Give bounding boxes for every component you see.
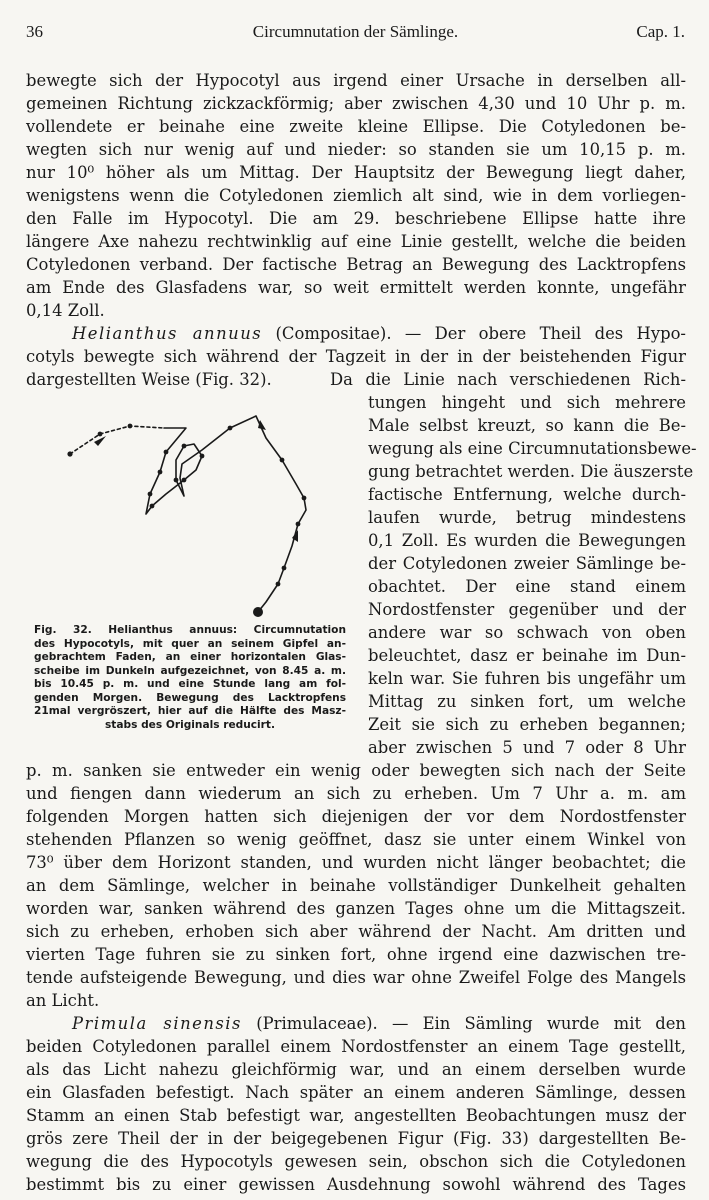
caption-line: bis 10.45 p. m. und eine Stunde lang am fol-: [34, 678, 346, 690]
text-line: worden war, sanken während des ganzen Tages ohne um die Mittagszeit.: [26, 899, 686, 918]
trace-dot: [200, 454, 205, 459]
circumnutation-figure: [34, 398, 359, 628]
caption-line: gebrachtem Faden, an einer horizontalen Glas-: [34, 651, 346, 663]
caption-line: genden Morgen. Bewegung des Lacktropfens: [34, 691, 346, 704]
text-line: stehenden Pflanzen so wenig geöffnet, dasz sie unter einem Winkel von: [26, 830, 686, 849]
text-line: am Ende des Glasfadens war, so weit ermittelt werden konnte, ungefähr: [26, 278, 686, 297]
text-line: Mittag zu sinken fort, um welche: [368, 692, 686, 711]
text-line: cotyls bewegte sich während der Tagzeit in der in der beistehenden Figur: [26, 347, 686, 366]
trace-dashed-start: [70, 426, 164, 454]
trace-dot: [158, 470, 163, 475]
text-line: gemeinen Richtung zickzackförmig; aber zwischen 4,30 und 10 Uhr p. m.: [26, 94, 686, 113]
text-line: nur 10⁰ höher als um Mittag. Der Hauptsitz der Bewegung liegt daher,: [26, 163, 686, 182]
text-line: tende aufsteigende Bewegung, und dies war ohne Zweifel Folge des Mangels: [26, 968, 686, 987]
trace-dot: [296, 522, 301, 527]
text-line: tungen hingeht und sich mehrere: [368, 393, 686, 412]
text-segment: (Compositae). — Der obere Theil des Hypo-: [275, 324, 686, 343]
trace-end-dot: [253, 607, 263, 617]
trace-dot: [128, 424, 133, 429]
running-header: [26, 22, 685, 50]
text-line: den Falle im Hypocotyl. Die am 29. beschriebene Ellipse hatte ihre: [26, 209, 686, 228]
text-line: wegten sich nur wenig auf und nieder: so standen sie um 10,15 p. m.: [26, 140, 686, 159]
text-line: der Cotyledonen zweier Sämlinge be-: [368, 554, 686, 573]
caption-line: scheibe im Dunkeln aufgezeichnet, von 8.45 a. m.: [34, 664, 346, 677]
trace-dot: [228, 426, 233, 431]
species-name: Primula sinensis: [72, 1014, 242, 1033]
paragraph-start-primula: [26, 1013, 686, 1035]
trace-dot: [282, 566, 287, 571]
trace-dot: [174, 478, 179, 483]
text-line: und fiengen dann wiederum an sich zu erheben. Um 7 Uhr a. m. am: [26, 784, 686, 803]
text-line: an dem Sämlinge, welcher in beinahe vollständiger Dunkelheit gehalten: [26, 876, 686, 895]
trace-dot: [302, 496, 307, 501]
text-line: beiden Cotyledonen parallel einem Nordostfenster an einem Tage gestellt,: [26, 1037, 686, 1056]
text-line: bestimmt bis zu einer gewissen Ausdehnung sowohl während des Tages: [26, 1175, 686, 1194]
figure-caption: [34, 624, 346, 732]
caption-line: des Hypocotyls, mit quer an seinem Gipfel an-: [34, 637, 346, 650]
text-line: Stamm an einen Stab befestigt war, angestellten Beobachtungen musz der: [26, 1106, 686, 1125]
text-line: als das Licht nahezu gleichförmig war, und an einem derselben wurde: [26, 1060, 686, 1079]
trace-dot: [280, 458, 285, 463]
trace-path: [146, 416, 306, 612]
text-line: Zeit sie sich zu erheben begannen;: [368, 715, 686, 734]
caption-line: stabs des Originals reducirt.: [104, 718, 275, 731]
chapter-label: Cap. 1.: [636, 22, 685, 41]
text-line: bewegte sich der Hypocotyl aus irgend einer Ursache in derselben all-: [26, 71, 686, 90]
trace-dot: [67, 451, 72, 456]
trace-dot: [148, 492, 153, 497]
text-line: 0,14 Zoll.: [26, 301, 105, 320]
text-line: factische Entfernung, welche durch-: [368, 485, 686, 504]
caption-line: Fig. 32. Helianthus annuus: Circumnutation: [34, 624, 346, 636]
trace-dot: [164, 450, 169, 455]
text-line: 73⁰ über dem Horizont standen, und wurden nicht länger beobachtet; die: [26, 853, 686, 872]
text-line: wegung die des Hypocotyls gewesen sein, obschon sich die Cotyledonen: [26, 1152, 686, 1171]
trace-dot: [276, 582, 281, 587]
text-line: folgenden Morgen hatten sich diejenigen der vor dem Nordostfenster: [26, 807, 686, 826]
text-line: längere Axe nahezu rechtwinklig auf eine Linie gestellt, welche die beiden: [26, 232, 686, 251]
running-title: Circumnutation der Sämlinge.: [252, 22, 459, 41]
text-line: 0,1 Zoll. Es wurden die Bewegungen: [368, 531, 686, 550]
text-line: Male selbst kreuzt, so kann die Be-: [368, 416, 686, 435]
caption-line: 21mal vergröszert, hier auf die Hälfte des Masz-: [34, 705, 346, 717]
text-segment: (Primulaceae). — Ein Sämling wurde mit den: [256, 1014, 686, 1033]
text-line: aber zwischen 5 und 7 oder 8 Uhr: [368, 738, 686, 757]
text-line: p. m. sanken sie entweder ein wenig oder bewegten sich nach der Seite: [26, 761, 686, 780]
paragraph-start-helianthus: [26, 323, 686, 345]
text-line: Cotyledonen verband. Der factische Betrag an Bewegung des Lacktropfens: [26, 255, 686, 274]
text-line: Da die Linie nach verschiedenen Rich-: [330, 370, 686, 389]
trace-dot: [150, 504, 155, 509]
text-line: ein Glasfaden befestigt. Nach später an einem anderen Sämlinge, dessen: [26, 1083, 686, 1102]
trace-dot: [182, 478, 187, 483]
text-line: an Licht.: [26, 991, 100, 1010]
text-line: beleuchtet, dasz er beinahe im Dun-: [368, 646, 686, 665]
text-line: keln war. Sie fuhren bis ungefähr um: [368, 669, 686, 688]
text-line: laufen wurde, betrug mindestens: [368, 508, 686, 527]
trace-dot: [182, 444, 187, 449]
text-line: vierten Tage fuhren sie zu sinken fort, ohne irgend eine dazwischen tre-: [26, 945, 686, 964]
species-name: Helianthus annuus: [72, 324, 263, 343]
page-number: 36: [26, 22, 43, 41]
text-line: grös zere Theil der in der beigegebenen Figur (Fig. 33) dargestellten Be-: [26, 1129, 686, 1148]
text-line: vollendete er beinahe eine zweite kleine Ellipse. Die Cotyledonen be-: [26, 117, 686, 136]
text-line: andere war so schwach von oben: [368, 623, 686, 642]
text-line: dargestellten Weise (Fig. 32).: [26, 370, 272, 389]
text-line: Nordostfenster gegenüber und der: [368, 600, 686, 619]
text-line: gung betrachtet werden. Die äuszerste: [368, 462, 694, 481]
text-line: obachtet. Der eine stand einem: [368, 577, 686, 596]
text-line: wegung als eine Circumnutationsbewe-: [368, 439, 697, 458]
text-line: wenigstens wenn die Cotyledonen ziemlich alt sind, wie in dem vorliegen-: [26, 186, 686, 205]
text-line: sich zu erheben, erhoben sich aber während der Nacht. Am dritten und: [26, 922, 686, 941]
trace-dot: [98, 432, 103, 437]
